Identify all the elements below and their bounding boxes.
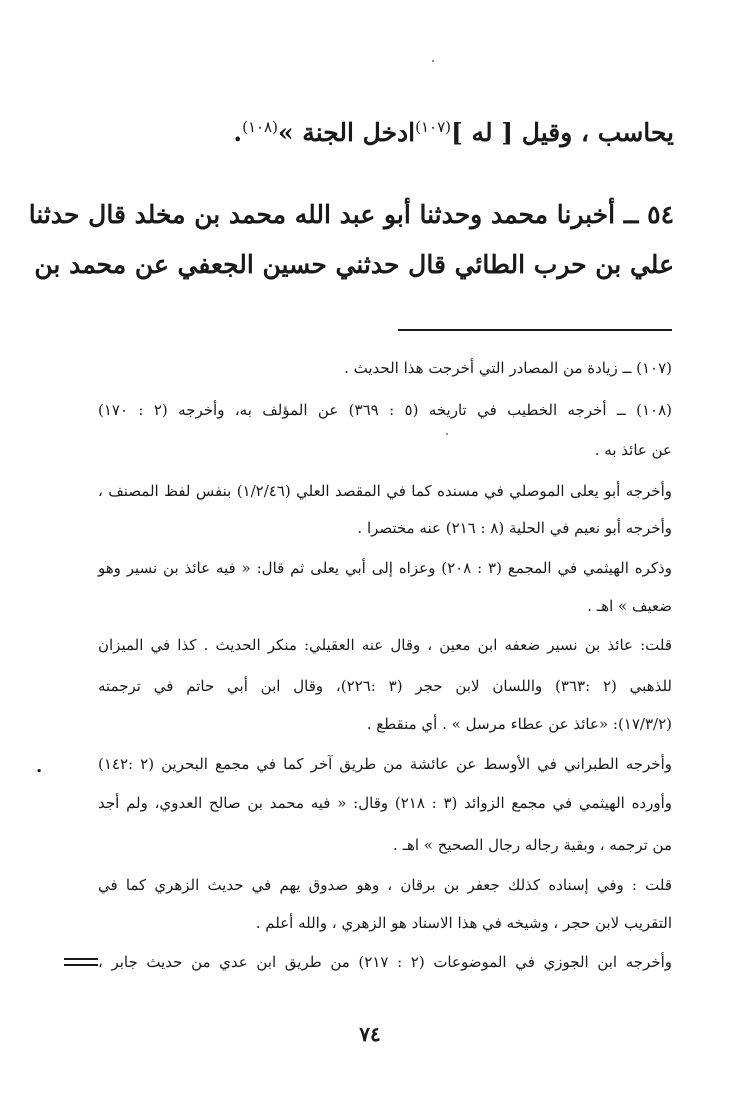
main-text-line-1-middle: ادخل الجنة » bbox=[277, 118, 416, 147]
footnote-ref-108[interactable]: (١٠٨) bbox=[242, 118, 278, 136]
footnote-line: للذهبي (٢ :٣٦٣) واللسان لابن حجر (٣ :٢٢٦)، وقال ابن أبي حاتم في ترجمته bbox=[98, 677, 672, 695]
footnote-line: قلت: عائذ بن نسير ضعفه ابن معين ، وقال عنه العقيلي: منكر الحديث . كذا في الميزان bbox=[98, 636, 672, 654]
footnote-line: من ترجمه ، وبقية رجاله رجال الصحيح » اهـ . bbox=[393, 836, 672, 854]
page-speck bbox=[432, 60, 434, 62]
footnote-line: (١٠٧) ــ زيادة من المصادر التي أخرجت هذا الحديث . bbox=[344, 359, 672, 377]
footnote-line: وأورده الهيثمي في مجمع الزوائد (٣ : ٢١٨) وقال: « فيه محمد بن صالح العدوي، ولم أجد bbox=[98, 794, 672, 812]
footnote-line: قلت : وفي إسناده كذلك جعفر بن برقان ، وهو صدوق يهم في حديث الزهري كما في bbox=[98, 876, 672, 894]
continuation-mark bbox=[64, 958, 98, 968]
footnote-line: (١٠٨) ــ أخرجه الخطيب في تاريخه (٥ : ٣٦٩) عن المؤلف به، وأخرجه (٢ : ١٧٠) bbox=[98, 401, 672, 419]
footnote-line: التقريب لابن حجر ، وشيخه في هذا الاسناد هو الزهري ، والله أعلم . bbox=[255, 914, 672, 932]
main-text-line-1-start: يحاسب ، وقيل [ له ] bbox=[451, 118, 674, 147]
footnote-line: عن عائذ به . bbox=[594, 441, 672, 459]
footnote-line: وأخرجه أبو يعلى الموصلي في مسنده كما في المقصد العلي (١/٢/٤٦) بنفس لفظ المصنف ، bbox=[98, 482, 672, 500]
page-speck bbox=[446, 433, 448, 435]
footnote-divider bbox=[398, 329, 672, 331]
page-number: ٧٤ bbox=[359, 1022, 381, 1046]
footnote-line: وأخرجه ابن الجوزي في الموضوعات (٢ : ٢١٧) من طريق ابن عدي من حديث جابر ، bbox=[98, 953, 673, 971]
footnote-line: (١٧/٣/٢): «عائذ عن عطاء مرسل » . أي منقطع . bbox=[366, 715, 672, 733]
footnote-line: ضعيف » اهـ . bbox=[587, 597, 672, 615]
main-text-line-1 bbox=[233, 118, 674, 147]
footnote-ref-107[interactable]: (١٠٧) bbox=[415, 118, 452, 136]
main-text-line-3: علي بن حرب الطائي قال حدثني حسين الجعفي عن محمد بن bbox=[34, 250, 674, 279]
main-text-line-2: ٥٤ ــ أخبرنا محمد وحدثنا أبو عبد الله محمد بن مخلد قال حدثنا bbox=[28, 200, 674, 229]
margin-dot: . bbox=[36, 756, 43, 777]
footnote-line: وأخرجه الطبراني في الأوسط عن عائشة من طريق آخر كما في مجمع البحرين (٢ :١٤٢) bbox=[98, 755, 672, 773]
main-text-line-1-end: . bbox=[233, 118, 243, 147]
footnote-line: وذكره الهيثمي في المجمع (٣ : ٢٠٨) وعزاه إلى أبي يعلى ثم قال: « فيه عائذ بن نسير وهو bbox=[98, 559, 672, 577]
footnote-line: وأخرجه أبو نعيم في الحلية (٨ : ٢١٦) عنه مختصرا . bbox=[357, 519, 672, 537]
